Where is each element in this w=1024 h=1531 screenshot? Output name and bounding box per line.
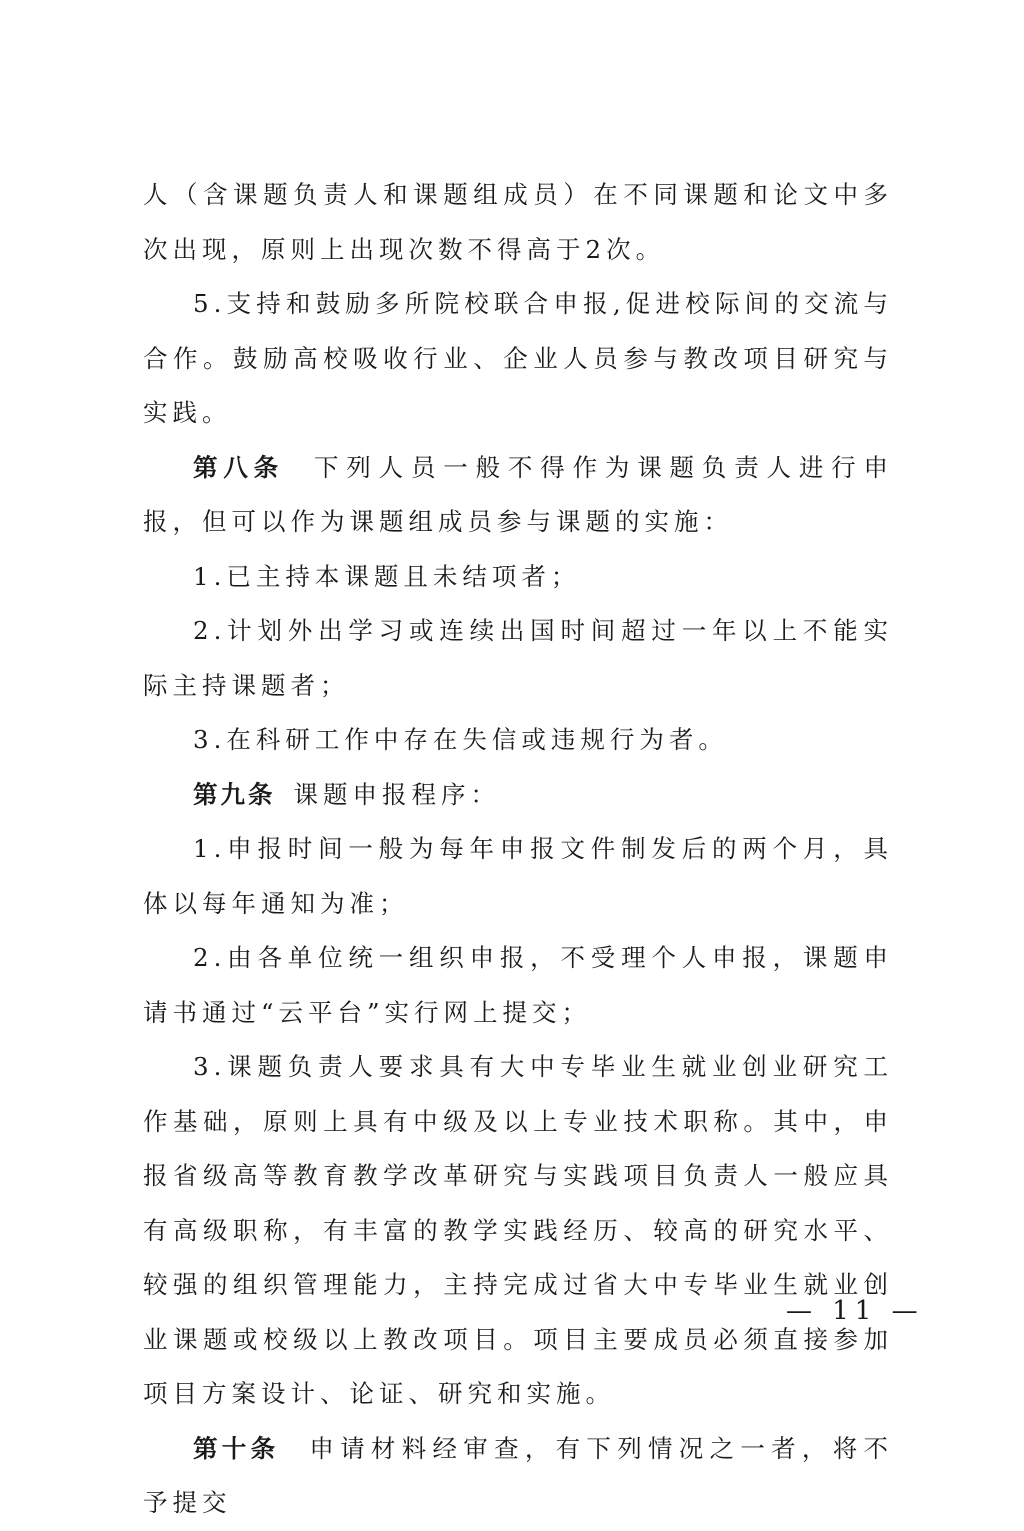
article-9 [143,768,893,823]
paragraph-1 [143,168,893,277]
article-9-item-1 [143,822,893,931]
paragraph-2 [143,277,893,441]
paragraph-1-text: 人（含课题负责人和课题组成员）在不同课题和论文中多次出现，原则上出现次数不得高于2次。 [143,180,893,264]
article-8 [143,441,893,550]
article-9-text: 课题申报程序： [293,779,500,809]
article-8-item-1 [143,550,893,605]
article-8-item-3 [143,713,893,768]
article-9-item-1-text: 1.申报时间一般为每年申报文件制发后的两个月，具体以每年通知为准； [143,834,893,918]
article-10 [143,1422,893,1531]
article-9-heading: 第九条 [193,779,276,809]
article-8-item-1-text: 1.已主持本课题且未结项者； [193,561,581,591]
article-8-heading: 第八条 [193,452,284,482]
article-10-heading: 第十条 [193,1433,280,1463]
article-8-item-3-text: 3.在科研工作中存在失信或违规行为者。 [193,725,728,754]
article-8-item-2-text: 2.计划外出学习或连续出国时间超过一年以上不能实际主持课题者； [143,616,893,700]
article-9-item-2 [143,931,893,1040]
article-9-item-2-text: 2.由各单位统一组织申报，不受理个人申报，课题申请书通过“云平台”实行网上提交； [143,943,893,1027]
article-10-text: 申请材料经审查，有下列情况之一者，将不予提交 [143,1433,894,1517]
article-8-text: 下列人员一般不得作为课题负责人进行申报，但可以作为课题组成员参与课题的实施： [143,452,894,536]
article-8-item-2 [143,604,893,713]
page-number: — 11 — [786,1296,924,1326]
article-9-item-3 [143,1040,893,1422]
article-9-item-3-text: 3.课题负责人要求具有大中专毕业生就业创业研究工作基础，原则上具有中级及以上专业技术职称。其中，申报省级高等教育教学改革研究与实践项目负责人一般应具有高级职称，有丰富的教学实践经历、较高的研究水平、较强的组织管理能力，主持完成过省大中专毕业生就业创业课题或校级以上教改项目。项目主要成员必须直接参加项目方案设计、论证、研究和实施。 [143,1052,893,1408]
paragraph-2-text: 5.支持和鼓励多所院校联合申报,促进校际间的交流与合作。鼓励高校吸收行业、企业人员参与教改项目研究与实践。 [143,289,893,427]
document-body [143,168,893,1531]
